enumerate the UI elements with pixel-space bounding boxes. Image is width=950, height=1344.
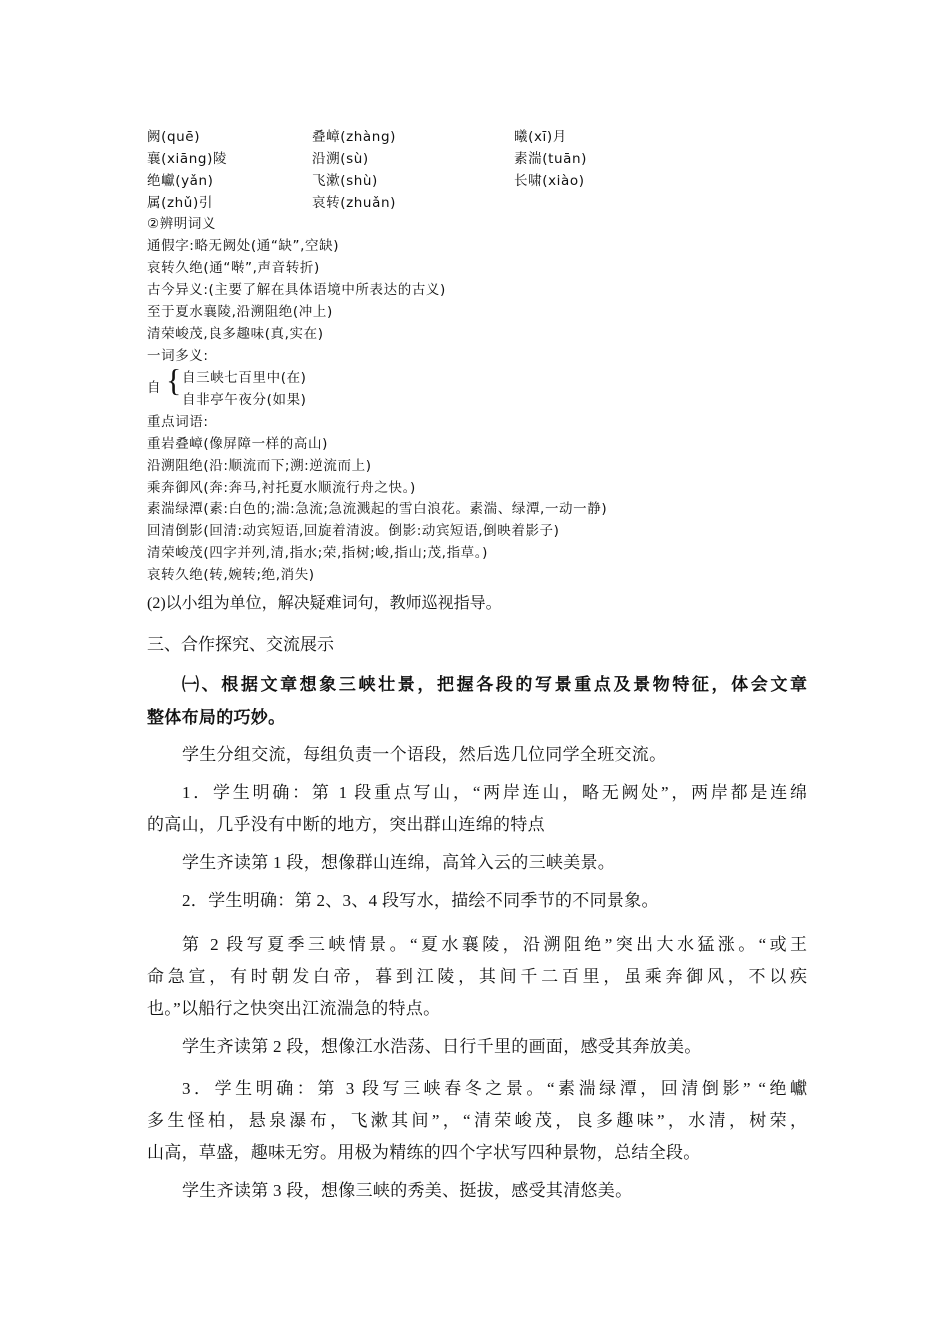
- pinyin-aizhuan: 哀转(zhuǎn): [312, 195, 396, 211]
- tongjia-line-1: 通假字:略无阙处(通“缺”,空缺): [147, 238, 340, 254]
- pinyin-xiangling: 襄(xiāng)陵: [147, 151, 228, 167]
- paragraph-4: 2．学生明确：第 2、3、4 段写水，描绘不同季节的不同景象。: [182, 891, 659, 910]
- paragraph-8: 学生齐读第 3 段，想像三峡的秀美、挺拔，感受其清悠美。: [182, 1181, 633, 1200]
- pinyin-xiyue: 曦(xī)月: [514, 129, 567, 145]
- pinyin-jueyan: 绝巘(yǎn): [147, 173, 214, 189]
- tongjia-line-2: 哀转久绝(通“啭”,声音转折): [147, 260, 320, 276]
- paragraph-7-line-2: 多生怪柏，悬泉瀑布，飞漱其间”，“清荣峻茂，良多趣味”，水清，树荣，: [147, 1111, 807, 1130]
- duoyi-line-2: 自非亭午夜分(如果): [182, 392, 307, 408]
- gujin-line-1: 至于夏水襄陵,沿溯阻绝(冲上): [147, 304, 333, 320]
- brace-icon: {: [166, 362, 182, 398]
- gujin-line-2: 清荣峻茂,良多趣味(真,实在): [147, 326, 324, 342]
- duoyi-heading: 一词多义:: [147, 348, 209, 364]
- zhongdian-line-5: 回清倒影(回清:动宾短语,回旋着清波。倒影:动宾短语,倒映着影子): [147, 523, 560, 539]
- pinyin-sutuan: 素湍(tuān): [514, 151, 588, 167]
- zhongdian-line-6: 清荣峻茂(四字并列,清,指水;荣,指树;峻,指山;茂,指草。): [147, 545, 488, 561]
- paragraph-6: 学生齐读第 2 段，想像江水浩荡、日行千里的画面，感受其奔放美。: [182, 1037, 702, 1056]
- vocab-heading: ②辨明词义: [147, 216, 217, 232]
- paragraph-7-line-3: 山高，草盛，趣味无穷。用极为精练的四个字状写四种景物，总结全段。: [147, 1143, 701, 1162]
- pinyin-zhuyin: 属(zhǔ)引: [147, 195, 213, 211]
- pinyin-yansu: 沿溯(sù): [312, 151, 369, 167]
- gujin-heading: 古今异义:(主要了解在具体语境中所表达的古义): [147, 282, 446, 298]
- pinyin-changxiao: 长啸(xiào): [514, 173, 585, 189]
- paragraph-5-line-2: 命急宣，有时朝发白帝，暮到江陵，其间千二百里，虽乘奔御风，不以疾: [147, 967, 807, 986]
- zhongdian-heading: 重点词语:: [147, 414, 209, 430]
- pinyin-feishu: 飞漱(shù): [312, 173, 378, 189]
- paragraph-5-line-1: 第 2 段写夏季三峡情景。“夏水襄陵，沿溯阻绝”突出大水猛涨。“或王: [182, 935, 807, 954]
- step-2-text: (2)以小组为单位，解决疑难词句，教师巡视指导。: [147, 595, 502, 612]
- paragraph-3: 学生齐读第 1 段，想像群山连绵，高耸入云的三峡美景。: [182, 853, 616, 872]
- duoyi-line-1: 自三峡七百里中(在): [182, 370, 307, 386]
- pinyin-diezhang: 叠嶂(zhàng): [312, 129, 396, 145]
- zhongdian-line-3: 乘奔御风(奔:奔马,衬托夏水顺流行舟之快。): [147, 480, 416, 496]
- zhongdian-line-1: 重岩叠嶂(像屏障一样的高山): [147, 436, 328, 452]
- pinyin-que: 阙(quē): [147, 129, 201, 145]
- bold-heading-line-2: 整体布局的巧妙。: [147, 708, 286, 727]
- zhongdian-line-7: 哀转久绝(转,婉转;绝,消失): [147, 567, 315, 583]
- section-3-heading: 三、合作探究、交流展示: [147, 635, 334, 654]
- paragraph-2-line-2: 的高山，几乎没有中断的地方，突出群山连绵的特点: [147, 815, 545, 834]
- paragraph-5-line-3: 也。”以船行之快突出江流湍急的特点。: [147, 999, 441, 1018]
- duoyi-char: 自: [147, 380, 162, 396]
- zhongdian-line-4: 素湍绿潭(素:白色的;湍:急流;急流溅起的雪白浪花。素湍、绿潭,一动一静): [147, 501, 608, 517]
- zhongdian-line-2: 沿溯阻绝(沿:顺流而下;溯:逆流而上): [147, 458, 372, 474]
- paragraph-1: 学生分组交流，每组负责一个语段，然后选几位同学全班交流。: [182, 745, 667, 764]
- paragraph-2-line-1: 1．学生明确：第 1 段重点写山，“两岸连山，略无阙处”，两岸都是连绵: [182, 783, 807, 802]
- bold-heading-line-1: ㈠、根据文章想象三峡壮景，把握各段的写景重点及景物特征，体会文章: [182, 675, 807, 694]
- paragraph-7-line-1: 3．学生明确：第 3 段写三峡春冬之景。“素湍绿潭，回清倒影” “绝巘: [182, 1079, 807, 1098]
